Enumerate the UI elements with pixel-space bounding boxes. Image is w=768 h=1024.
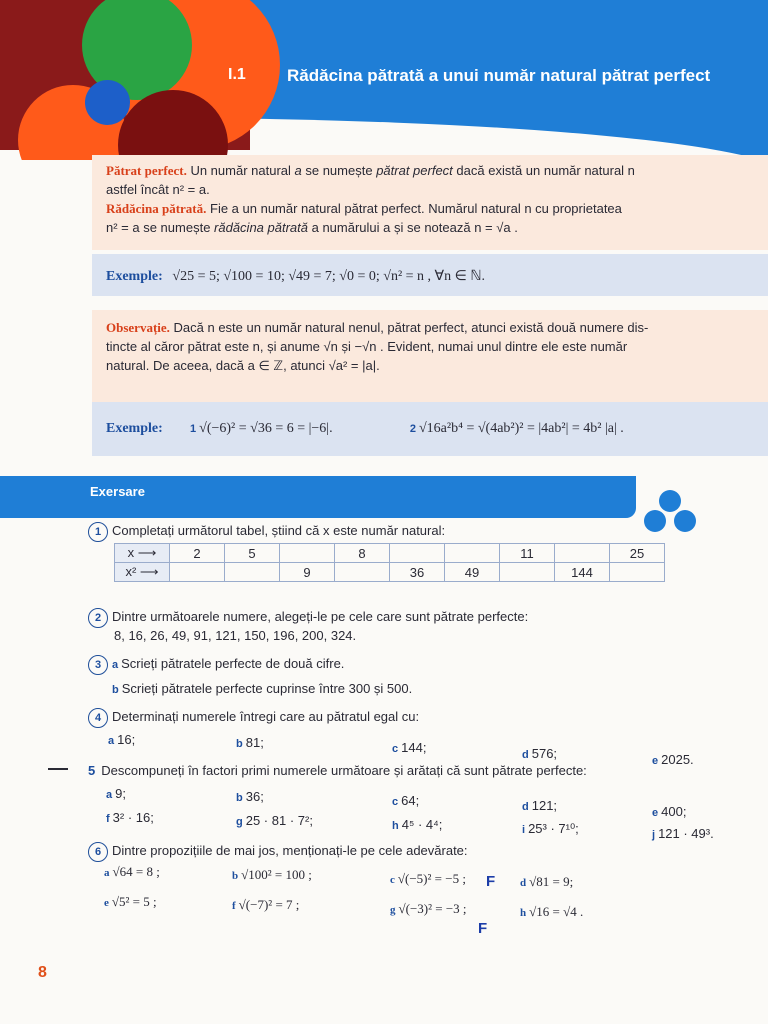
definition-line-4: n² = a se numește rădăcina pătrată a numărului a și se notează n = √a . (106, 220, 518, 235)
ex4-item-e: e 2025. (652, 752, 694, 767)
ex6-item-g: g √(−3)² = −3 ; (390, 901, 467, 916)
observation-line-3: natural. De aceea, dacă a ∈ ℤ, atunci √a² = |a|. (106, 358, 380, 373)
ex5-item-j: j 121 · 49³. (652, 826, 714, 841)
table-row-x (115, 544, 665, 563)
example-item-1: √(−6)² = √36 = 6 = |−6|. (199, 421, 333, 436)
margin-mark (48, 768, 68, 770)
handwritten-mark-c: F (486, 873, 496, 890)
examples-box-1 (92, 254, 768, 296)
table-cell[interactable] (280, 544, 335, 563)
table-cell: 144 (555, 563, 610, 582)
table-cell: 8 (335, 544, 390, 563)
table-cell[interactable] (170, 563, 225, 582)
observation-label: Observație. (106, 320, 170, 335)
handwritten-mark-g: F (478, 920, 488, 937)
ex4-item-c: c 144; (392, 740, 427, 755)
ex4-item-b: b 81; (236, 735, 264, 750)
exersare-title: Exersare (90, 484, 145, 499)
table-cell[interactable] (225, 563, 280, 582)
exercise-2-numbers: 8, 16, 26, 49, 91, 121, 150, 196, 200, 324. (114, 628, 357, 643)
ex5-item-d: d 121; (522, 798, 558, 813)
table-cell[interactable] (445, 544, 500, 563)
table-cell: x² ⟶ (115, 563, 170, 582)
section-number: I.1 (228, 66, 246, 83)
ex5-item-h: h 4⁵ · 4⁴; (392, 817, 443, 832)
ex6-item-h: h √16 = √4 . (520, 904, 584, 919)
examples-content: √25 = 5; √100 = 10; √49 = 7; √0 = 0; √n² = n , ∀n ∈ ℕ. (172, 269, 486, 284)
ex5-item-c: c 64; (392, 793, 420, 808)
table-cell: x ⟶ (115, 544, 170, 563)
ex6-item-b: b √100² = 100 ; (232, 867, 312, 882)
ex5-item-a: a 9; (106, 786, 126, 801)
section-title: Rădăcina pătrată a unui număr natural pătrat perfect (287, 66, 711, 85)
examples-label: Exemple: (106, 269, 163, 284)
ex4-item-d: d 576; (522, 746, 558, 761)
table-cell: 36 (390, 563, 445, 582)
table-cell[interactable] (610, 563, 665, 582)
table-cell: 11 (500, 544, 555, 563)
examples-label-2: Exemple: (106, 421, 163, 436)
ex6-item-c: c √(−5)² = −5 ; (390, 871, 466, 886)
term-perfect-square: Pătrat perfect. (106, 163, 187, 178)
table-cell: 49 (445, 563, 500, 582)
observation-box: Observație. Dacă n este un număr natural nenul, pătrat perfect, atunci există două numere dis- tincte al căror pătrat este n, și anume √n și −√n . Evident, numai unul dintre ele este număr natural. De aceea, dacă a ∈ ℤ, atunci √a² = |a|. (92, 310, 768, 406)
ex5-item-e: e 400; (652, 804, 687, 819)
table-cell: 25 (610, 544, 665, 563)
page-number: 8 (38, 964, 47, 981)
exercise-2: 2 Dintre următoarele numere, alegeți-le pe cele care sunt pătrate perfecte: (88, 608, 528, 628)
exercise-5: 5 Descompuneți în factori primi numerele următoare și arătați că sunt pătrate perfecte: (88, 763, 587, 778)
ex5-item-b: b 36; (236, 789, 264, 804)
term-square-root: Rădăcina pătrată. (106, 201, 207, 216)
table-cell: 9 (280, 563, 335, 582)
table-cell[interactable] (500, 563, 555, 582)
exercise-1: 1 Completați următorul tabel, știind că x este număr natural: (88, 522, 445, 542)
exercise-3b: b Scrieți pătratele perfecte cuprinse între 300 și 500. (112, 681, 413, 696)
table-cell: 2 (170, 544, 225, 563)
ex6-item-a: a √64 = 8 ; (104, 864, 160, 879)
definitions-box (92, 155, 768, 250)
table-row-x-squared (115, 563, 665, 582)
ex6-item-f: f √(−7)² = 7 ; (232, 897, 300, 912)
definition-line-2: astfel încât n² = a. (106, 182, 210, 197)
ex4-item-a: a 16; (108, 732, 136, 747)
definition-square-root: Rădăcina pătrată. Fie a un număr natural pătrat perfect. Numărul natural n cu proprietatea (106, 201, 622, 216)
table-cell[interactable] (555, 544, 610, 563)
definition-perfect-square: Pătrat perfect. Un număr natural a se numește pătrat perfect dacă există un număr natural n (106, 163, 635, 178)
table-cell[interactable] (390, 544, 445, 563)
exercise-6: 6 Dintre propozițiile de mai jos, menționați-le pe cele adevărate: (88, 842, 468, 862)
ex6-item-d: d √81 = 9; (520, 874, 574, 889)
ex5-item-i: i 25³ · 7¹⁰; (522, 821, 579, 836)
exercise-1-table (114, 543, 665, 582)
ex5-item-g: g 25 · 81 · 7²; (236, 813, 313, 828)
ex6-item-e: e √5² = 5 ; (104, 894, 157, 909)
examples-box-2: Exemple: 1 √(−6)² = √36 = 6 = |−6|. 2 √16a²b⁴ = √(4ab²)² = |4ab²| = 4b² |a| . (92, 402, 768, 456)
example-item-2: √16a²b⁴ = √(4ab²)² = |4ab²| = 4b² |a| . (419, 421, 624, 436)
exercise-3a: 3 a Scrieți pătratele perfecte de două cifre. (88, 655, 344, 675)
table-cell: 5 (225, 544, 280, 563)
exercise-4: 4 Determinați numerele întregi care au pătratul egal cu: (88, 708, 419, 728)
decor-circle-blue (85, 80, 130, 125)
exersare-flower-icon (644, 490, 696, 534)
observation-line-2: tincte al căror pătrat este n, și anume √n și −√n . Evident, numai unul dintre ele este număr (106, 339, 628, 354)
ex5-item-f: f 3² · 16; (106, 810, 154, 825)
chapter-header (0, 0, 768, 160)
table-cell[interactable] (335, 563, 390, 582)
